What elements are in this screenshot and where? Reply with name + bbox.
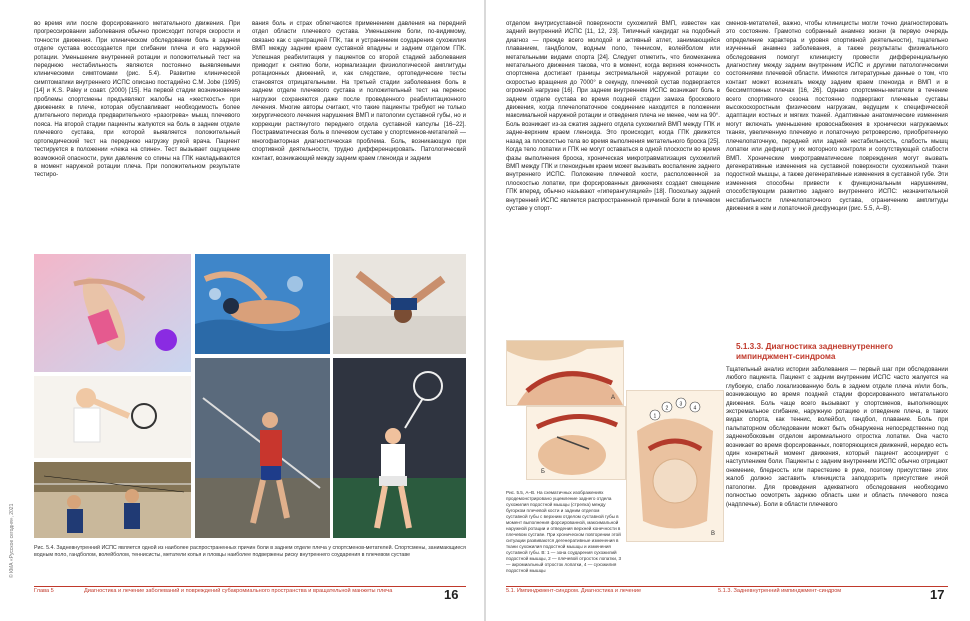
right-column-1: [506, 20, 720, 336]
figure-5-5-caption-text: Рис. 5.5, А–В. На схематичных изображениях продемонстрировано ущемление заднего отдела сухожилия подостной мышцы (стрелка) между бугорком плечевой кости и задним отделом суставной губы с верхним отделом суставной губы в момент выполнения форсированной, максимальной наружной ротации и отведения верхней конечности в плечевом суставе. При хроническом повторении этой ситуации развиваются дегенеративные изменения в ткани сухожилия подостной мышцы и изменения суставной губы. В: 1 — зона соударения сухожилий подостной мышцы, 2 — плечевой отросток лопатки, 3 — акромиальный отросток лопатки, 4 — сухожилия подостной мышцы: [506, 490, 622, 573]
figure-number-3: 3: [679, 401, 683, 408]
left-column-2: [252, 20, 466, 248]
left-column-1: [34, 20, 240, 258]
photo-rhythmic-gymnast: [34, 254, 191, 372]
copyright-text: © КМА «Русское сегодня», 2021: [9, 503, 15, 578]
right-column-2-text: сменов-метателей, важно, чтобы клиницисты могли точно диагностировать это состояние. Грамотно собранный анамнез жизни (в первую очередь определение характера и уровня спортивной деятельности), тщательно изученный анамнез заболевания, а также результаты физикального обследования помогут клиницисту провести дифференциальную диагностику между задним внутренним ИСПС и другими патологическими состояниями плечевой области. Имеются литературные данные о том, что контакт может возникать между задним краем гленоида и ВМП и в бессимптомных плечах [16, 26]. Однако спортсмены-метатели в течение всего спортивного сезона постоянно подвергают плечевые суставы высокоскоростным физическим нагрузкам, ведущим к специфической адаптации костных и мягких тканей. Адаптивные анатомические изменения могут включать уменьшение кровоснабжения в хронически нагружаемых тканях, увеличенную плечевую и лопаточную ретроверсию, приобретенную плечелопаточную, передней или задней нестабильность, слабость мышц лопатки или дефицит у их моторного контроля и сопутствующей слабости ВМП. Хронические микротравматические повреждения могут вызвать дегенеративные изменения на суставной поверхности сухожильной ткани подостной мышцы, а также дегенеративные изменения в суставной губе. Эти изменения способны привести к функциональным нарушениям, способствующим развитию заднего внутреннего ИСПС: незначительной нестабильности плечелопаточного сустава, ограничению амплитуды движения в нем и лопаточной дисфункции (рис. 5.5, А–В).: [726, 20, 948, 212]
left-column-2-text: вания боль и страх облегчаются применением давления на передний отдел области плечевого сустава. Уменьшение боли, по-видимому, связано как с центрацией ГПК, так и устранением соударения сухожилия ВМП между задним краем суставной впадины и задним отделом ГПК. Успешная реабилитация у пациентов со второй стадией заболевания приводит к снятию боли, нормализации физиологической амплитуды ротационных движений, и, как следствие, ортопедические тесты становятся отрицательными. На третьей стадии заболевания боль в заднем отделе плечевого сустава и положительный тест на перенос нагрузки сохраняются даже после проведенного реабилитационного лечения. Многие авторы считают, что такие пациенты требуют не только хирургического лечения нарушения ВМП и патологии суставной губы, но и коррекции растянутого переднего отдела суставной капсулы [16–22]. Постравматическая боль в плечевом суставе у спортсменов-метателей — многофакторная диагностическая проблема. Боль, возникающую при спортивной деятельности, трудно дифференцировать. Патологический контакт, возникающий между задним краем гленоида и задним: [252, 20, 466, 162]
figure-label-a: А: [611, 395, 616, 401]
figure-5-4-caption: [34, 545, 466, 575]
right-column-2: [726, 20, 948, 326]
right-footer-rule: [506, 586, 948, 587]
left-footer-rule: [34, 586, 466, 587]
right-column-2b-text: Тщательный анализ истории заболевания — первый шаг при обследовании любого пациента. Пациент с задним внутренним ИСПС часто жалуется на глубокую, слабо локализованную боль в заднем отделе плеча и/или боль, возникающую во время поздней стадии форсированного метательного движения. Боль чаще всего вызывают у спортсменов, выполняющих экстремальное сгибание, наружную ротацию и отведение плеча, в таких видах спорта, как теннис, волейбол, гандбол, плавание. Боль при пальпаторном обследовании может быть обнаружена непосредственно под задненобоковым отделом акромиального отростка лопатки. Она часто возникает во время форсированных, повторяющихся движений, нередко есть один конкретный момент движения, который пациент ассоциирует с наступлением боли. Пациенты с задним внутренним ИСПС обычно отрицают онемение, бледность или парестезию в руке, поэтому присутствие этих жалоб должно заставить клинициста заподозрить присутствие иной патологии. Для проведения адекватного обследования необходимо полностью осмотреть заднюю область шеи и область плечевого пояса (надплечье). Боли в области плечевого: [726, 366, 948, 508]
footer-section: 5.1. Импинджмент-синдром. Диагностика и лечение: [506, 588, 642, 594]
figure-5-5-c: [626, 390, 724, 542]
figure-5-5-a: [506, 340, 624, 406]
photo-swimmer: [195, 254, 330, 354]
footer-chapter: Глава 5: [34, 588, 54, 594]
footer-chapter-title: Диагностика и лечение заболеваний и повреждений субакромиального пространства и вращательной манжеты плеча: [84, 588, 393, 594]
right-column-1-text: отделом внутрисуставной поверхности сухожилий ВМП, известен как задний внутренний ИСПС [11, 12, 23]. Типичный кандидат на подобный диагноз — прежде всего молодой и активный атлет, занимающийся плаванием, гандболом, водным поло, теннисом, волейболом или метательными видами спорта [24]. Следует отметить, что биомеханика метательного движения такова, что в момент, когда верхняя конечность спортсмена достигает границы экстремальной наружной ротации со скоростью вращения до 7000° в секунду, плечевой сустав подвергается огромной нагрузке [16]. При заднем внутреннем ИСПС возникает боль в заднем отделе сустава во время поздней стадии замаха броскового движения, когда плечелопаточное соединение находится в положении максимальной наружной ротации и отведения плеча не менее, чем на 90°. Боль возникает из-за сжатия заднего отдела сухожилий ВМП между ГПК и задне-верхним краем гленоида. Это происходит, когда ГПК движется назад за плоскостью тела во время выполнения метательного броска [25]. Когда тело лопатки и ГПК не могут оставаться в одной плоскости во время фазы выполнения броска, хроническая микротравматизация сухожилий ВМП между ГПК и гленоидным краем может вызывать воспаление заднего внутреннего ИСПС. Положение плечевой кости, расположенной за плоскостью лопатки, при форсированных движениях создает смещение ГПК вперед, обычно называют «гиперангуляцией» [18]. Поскольку задний внутренний ИСПС является распространенной причиной боли в плечевом суставе у спорт-: [506, 20, 720, 212]
photo-tennis-player: [34, 376, 191, 458]
figure-label-c: В: [711, 531, 716, 537]
section-heading: [736, 342, 946, 362]
figure-number-2: 2: [665, 405, 669, 412]
section-number: 5.1.3.3.: [736, 342, 764, 351]
figure-5-5-b: [526, 406, 626, 480]
left-page: [0, 0, 484, 621]
figure-number-4: 4: [693, 405, 697, 412]
copyright-side: [2, 420, 15, 580]
photo-tennis-serve: [333, 358, 466, 538]
right-column-2b: [726, 366, 948, 582]
photo-javelin-thrower: [195, 358, 330, 538]
figure-5-4-caption-text: Рис. 5.4. Задневнутренний ИСПС является одной из наиболее распространенных причин боли в заднем отделе плеча у спортсменов-метателей. Спортсмены, занимающиеся водным поло, гандболом, волейболом, теннисисты, метатели копья и пловцы наиболее подвержены риску внутреннего соударения в плечевом суставе: [34, 545, 466, 558]
photo-gymnast-rings: [333, 254, 466, 354]
left-column-1-text: во время или после форсированного метательного движения. При прогрессировании заболевания обычно происходит потеря скорости и точности движения. При клиническом обследовании боль в заднем отделе сустава воссоздается при сгибании плеча и его наружной ротации. Уменьшение внутренней ротации и положительный тест на переднюю нестабильность являются постоянно выявляемыми клиническими симптомами (рис. 5.4). Развитие клинической симптоматики внутреннего ИСПС описано постадийно C.M. Jobe (1995) [14] и K.S. Paley и соавт. (2000) [15]. На первой стадии возникновения проблемы спортсмены предъявляют жалобы на «жесткость» при движениях в плече, которая обуславливает необходимость более длительного периода предварительного «разогрева» мышц плечевого пояса. На второй стадии пациенты жалуются на боль в заднем отделе плечевого сустава, при которой выявляется положительный ортопедический тест на переднюю нагрузку рукой врача. Пациент тестируется в положении «лежа на спине». Тест вызывает ощущение возможной опасности, руки давление со спины на ГПК накладываются в момент наружной ротации плеча. При положительном результате тестиро-: [34, 20, 240, 179]
left-page-number: 16: [444, 587, 459, 602]
footer-subsection: 5.1.3. Задневнутренний импинджмент-синдром: [718, 588, 842, 594]
photo-volleyball: [34, 462, 191, 538]
right-page: [486, 0, 970, 621]
figure-label-b: Б: [541, 469, 545, 475]
section-title: Диагностика задневнутреннего импинджмент-синдрома: [736, 342, 893, 361]
figure-number-1: 1: [653, 413, 657, 420]
right-page-number: 17: [930, 587, 945, 602]
figure-5-5-caption: [506, 490, 622, 582]
